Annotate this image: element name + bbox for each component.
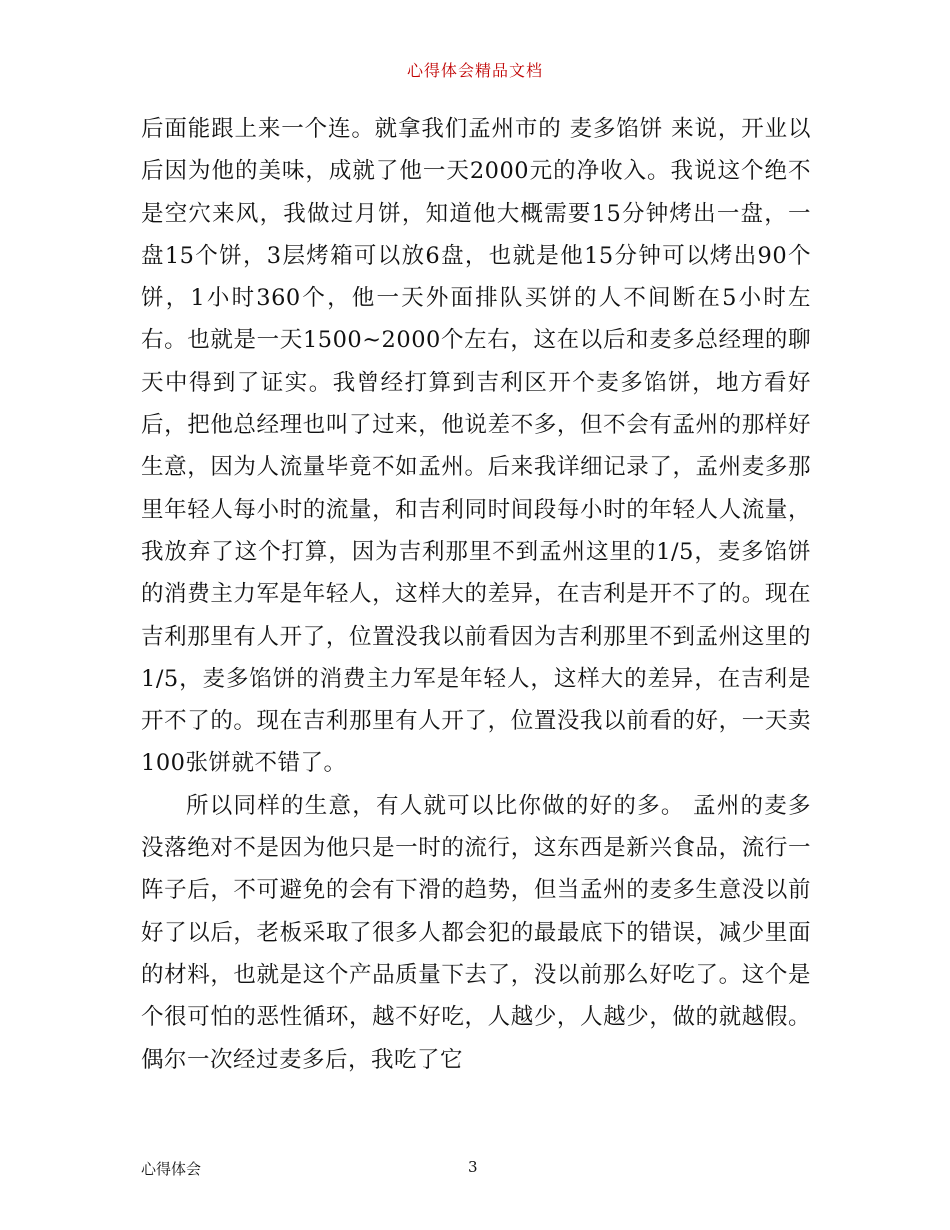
document-header-title: 心得体会精品文档	[406, 61, 543, 80]
document-body	[141, 108, 811, 1081]
footer-label: 心得体会	[141, 1160, 202, 1178]
paragraph-1: 后面能跟上来一个连。就拿我们孟州市的 麦多馅饼 来说，开业以后因为他的美味，成就了他一天2000元的净收入。我说这个绝不是空穴来风，我做过月饼，知道他大概需要15分钟烤出一盘，一盘15个饼，3层烤箱可以放6盘，也就是他15分钟可以烤出90个饼，1小时360个，他一天外面排队买饼的人不间断在5小时左右。也就是一天1500~2000个左右，这在以后和麦多总经理的聊天中得到了证实。我曾经打算到吉利区开个麦多馅饼，地方看好后，把他总经理也叫了过来，他说差不多，但不会有孟州的那样好生意，因为人流量毕竟不如孟州。后来我详细记录了，孟州麦多那里年轻人每小时的流量，和吉利同时间段每小时的年轻人人流量，我放弃了这个打算，因为吉利那里不到孟州这里的1/5，麦多馅饼的消费主力军是年轻人，这样大的差异，在吉利是开不了的。现在吉利那里有人开了，位置没我以前看因为吉利那里不到孟州这里的1/5，麦多馅饼的消费主力军是年轻人，这样大的差异，在吉利是开不了的。现在吉利那里有人开了，位置没我以前看的好，一天卖100张饼就不错了。	[141, 116, 811, 777]
paragraph-2: 所以同样的生意，有人就可以比你做的好的多。 孟州的麦多没落绝对不是因为他只是一时的流行，这东西是新兴食品，流行一阵子后，不可避免的会有下滑的趋势，但当孟州的麦多生意没以前好了以后，老板采取了很多人都会犯的最最底下的错误，减少里面的材料，也就是这个产品质量下去了，没以前那么好吃了。这个是个很可怕的恶性循环，越不好吃，人越少，人越少，做的就越假。偶尔一次经过麦多后，我吃了它	[141, 792, 811, 1073]
page-number: 3	[468, 1158, 478, 1176]
